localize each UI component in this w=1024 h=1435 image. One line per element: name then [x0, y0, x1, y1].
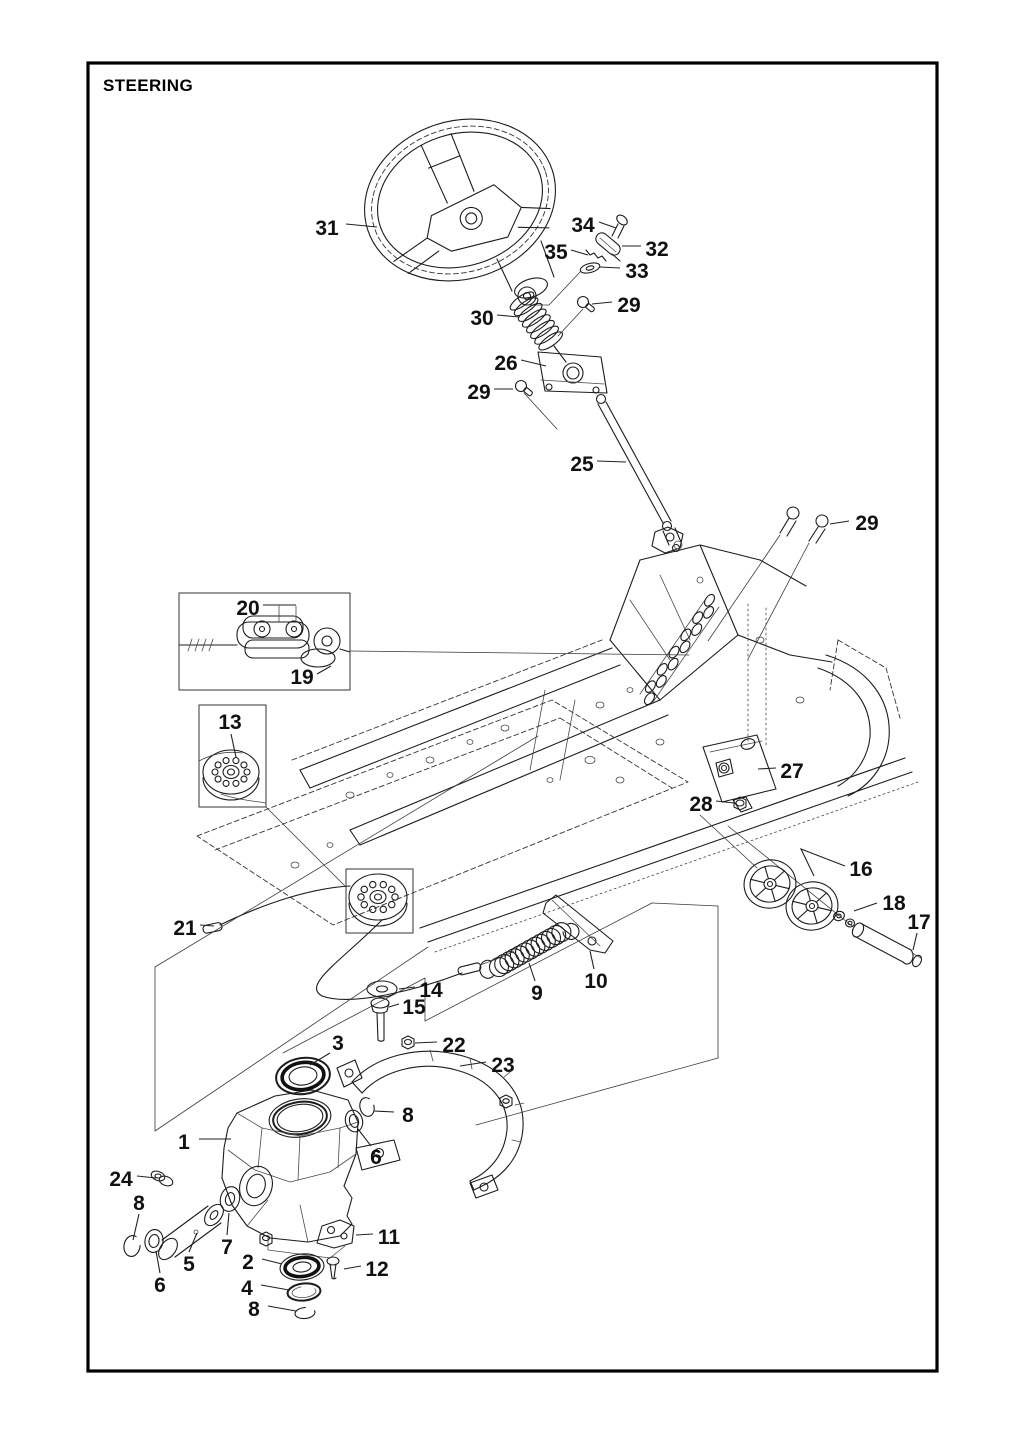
svg-text:5: 5 [183, 1253, 195, 1276]
svg-text:12: 12 [365, 1258, 389, 1281]
nut-28 [734, 797, 746, 810]
svg-text:4: 4 [241, 1277, 253, 1300]
washer-14 [367, 981, 397, 997]
ring-6b [143, 1228, 165, 1254]
svg-text:18: 18 [882, 892, 906, 915]
steering-wheel [343, 95, 576, 305]
svg-text:6: 6 [370, 1146, 382, 1169]
svg-text:14: 14 [419, 979, 443, 1002]
steering-cable-21 [202, 886, 514, 999]
svg-text:29: 29 [467, 381, 491, 404]
svg-text:9: 9 [531, 982, 543, 1005]
ring-4 [287, 1282, 322, 1302]
nut-small [260, 1232, 272, 1246]
svg-text:8: 8 [133, 1192, 145, 1215]
cable-wheels-16 [740, 855, 843, 935]
nut-22 [402, 1036, 414, 1049]
svg-text:23: 23 [491, 1054, 515, 1077]
chain-link-detail-box [179, 593, 350, 690]
svg-text:20: 20 [236, 597, 260, 620]
svg-text:29: 29 [855, 512, 879, 535]
svg-text:29: 29 [617, 294, 641, 317]
svg-text:15: 15 [402, 996, 426, 1019]
steering-chain [640, 593, 719, 707]
svg-text:33: 33 [625, 260, 649, 283]
ring-8c [294, 1306, 315, 1319]
latch-32 [593, 230, 622, 261]
svg-text:35: 35 [544, 241, 568, 264]
washer-33 [579, 261, 601, 275]
svg-text:25: 25 [570, 453, 594, 476]
screw-34 [612, 213, 629, 238]
gear-housing-1 [222, 1090, 400, 1258]
ring-8b [122, 1234, 141, 1257]
svg-text:11: 11 [377, 1226, 401, 1249]
svg-text:8: 8 [248, 1298, 260, 1321]
bracket-11 [317, 1220, 354, 1248]
svg-text:19: 19 [290, 666, 314, 689]
bolt-29a [578, 297, 596, 313]
page-border [88, 63, 937, 1371]
svg-text:7: 7 [221, 1236, 233, 1259]
washers-18 [832, 910, 854, 927]
cable-pulley-callout-box [346, 869, 413, 933]
svg-text:30: 30 [470, 307, 494, 330]
plate-26 [538, 352, 607, 393]
svg-text:1: 1 [178, 1131, 190, 1154]
page-title: STEERING [103, 76, 194, 95]
cable-pulley-center [349, 874, 407, 926]
svg-text:22: 22 [442, 1034, 466, 1057]
steering-rod-25 [597, 395, 682, 552]
diagram-art [122, 95, 923, 1320]
chain-link-detail [179, 606, 350, 667]
return-spring-9 [480, 923, 579, 979]
svg-text:34: 34 [571, 214, 595, 237]
svg-text:26: 26 [494, 352, 518, 375]
svg-text:3: 3 [332, 1032, 344, 1055]
svg-text:24: 24 [109, 1168, 133, 1191]
nut-23b [500, 1095, 512, 1108]
svg-text:32: 32 [645, 238, 669, 261]
screw-12 [327, 1257, 339, 1279]
svg-text:2: 2 [242, 1251, 254, 1274]
spring-35 [586, 250, 606, 261]
svg-text:17: 17 [907, 911, 931, 934]
bolt-15 [371, 998, 389, 1041]
nut-24 [150, 1169, 174, 1187]
svg-text:6: 6 [154, 1274, 166, 1297]
svg-text:21: 21 [173, 917, 197, 940]
svg-text:8: 8 [402, 1104, 414, 1127]
steering-bellows [508, 289, 565, 353]
svg-text:10: 10 [584, 970, 608, 993]
svg-text:16: 16 [849, 858, 873, 881]
cable-pulley-13 [199, 750, 266, 803]
svg-text:28: 28 [689, 793, 713, 816]
bolt-29b [516, 381, 534, 397]
svg-text:27: 27 [780, 760, 804, 783]
svg-text:13: 13 [218, 711, 242, 734]
bolt-29c [780, 507, 828, 543]
svg-text:31: 31 [315, 217, 339, 240]
